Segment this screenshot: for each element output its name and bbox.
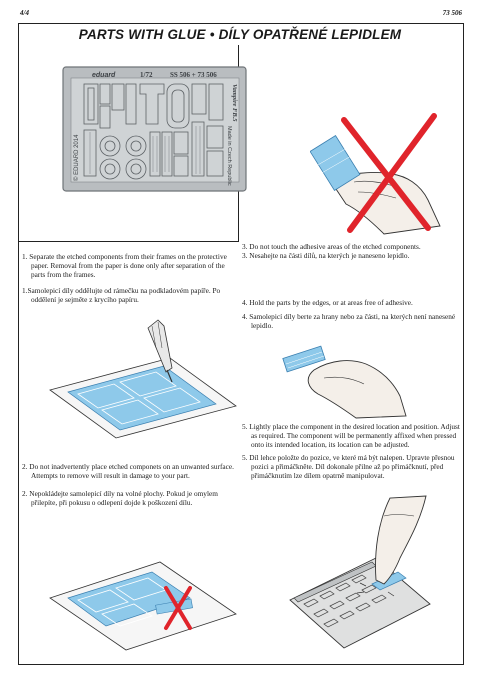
cutting-parts-illustration <box>40 318 240 440</box>
page-title: PARTS WITH GLUE • DÍLY OPATŘENÉ LEPIDLEM <box>78 27 402 42</box>
page-number: 4/4 <box>20 9 29 17</box>
step2-text <box>22 462 238 507</box>
step4-en: 4. Hold the parts by the edges, or at areas free of adhesive. <box>242 298 413 307</box>
step1-en: 1. Separate the etched components from their frames on the protective paper. Removal from the paper is done only after separation of the parts from the frames. <box>22 252 227 279</box>
step4-text <box>242 298 464 330</box>
dont-touch-adhesive-illustration <box>310 110 450 238</box>
step2-cz: 2. Nepokládejte samolepicí díly na volné plochy. Pokud je omylem přilepíte, při pokusu o odlepení dojde k poškození dílu. <box>22 489 218 507</box>
step1-cz: 1.Samolepicí díly oddělujte od rámečku na podkladovém papíře. Po oddělení je sejměte z krycího papíru. <box>22 286 221 304</box>
fret-codes: SS 506 + 73 506 <box>170 71 217 79</box>
fret-brand: eduard <box>92 72 116 79</box>
step5-en: 5. Lightly place the component in the desired location and position. Adjust as required. The component will be permanently affixed when pressed onto its intended location, its location can be adjusted. <box>242 422 460 449</box>
step3-text <box>242 242 464 260</box>
section-divider-horizontal <box>18 241 238 242</box>
step3-cz: 3. Nesahejte na části dílů, na kterých je naneseno lepidlo. <box>242 251 410 260</box>
step5-text <box>242 422 464 480</box>
step2-en: 2. Do not inadvertently place etched componets on an unwanted surface. Attempts to remove will result in damage to your part. <box>22 462 234 480</box>
step1-text <box>22 252 238 304</box>
product-code: 73 506 <box>442 9 462 17</box>
etched-fret-illustration <box>62 66 247 193</box>
step3-en: 3. Do not touch the adhesive areas of the etched components. <box>242 242 421 251</box>
fret-copyright: © EDUARD 2014 <box>74 134 80 181</box>
wrong-surface-illustration <box>40 532 240 654</box>
fret-model: Vampire FB.5 <box>231 84 238 122</box>
holding-part-illustration <box>280 330 420 420</box>
fret-scale: 1/72 <box>140 71 153 79</box>
fret-made-in: Made in Czech Republic <box>226 126 232 186</box>
pressing-part-illustration <box>280 492 440 652</box>
step5-cz: 5. Díl lehce položte do pozice, ve které má být nalepen. Upravte přesnou pozici a přimáčkněte. Díl dokonale přilne až po přimáčknutí, před přimáčknutím lze dílem opatrně manipulovat. <box>242 453 455 480</box>
step4-cz: 4. Samolepicí díly berte za hrany nebo za části, na kterých není nanesené lepidlo. <box>242 312 456 330</box>
